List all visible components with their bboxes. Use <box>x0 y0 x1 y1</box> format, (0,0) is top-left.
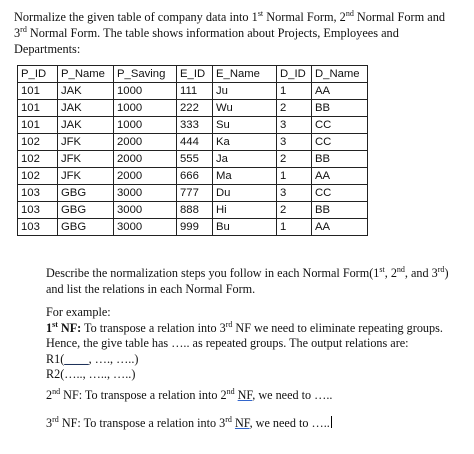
describe-text: , and 3 <box>404 266 438 280</box>
table-cell: Hi <box>213 202 277 219</box>
table-cell: Ju <box>213 83 277 100</box>
table-row <box>18 219 368 236</box>
table-cell: 3 <box>277 117 312 134</box>
table-cell: Wu <box>213 100 277 117</box>
hence-line: Hence, the give table has ….. as repeated groups. The output relations are: <box>46 336 409 350</box>
nf3-underlined: NF <box>234 416 250 430</box>
table-cell: AA <box>312 219 368 236</box>
table-cell: Du <box>213 185 277 202</box>
table-cell: 444 <box>177 134 213 151</box>
table-cell: 555 <box>177 151 213 168</box>
table-cell: GBG <box>58 219 114 236</box>
table-row <box>18 151 368 168</box>
table-cell: Ka <box>213 134 277 151</box>
table-cell: 101 <box>18 100 58 117</box>
table-cell: 777 <box>177 185 213 202</box>
describe-text: Describe the normalization steps you follow in each Normal Form(1 <box>46 266 380 280</box>
table-cell: BB <box>312 100 368 117</box>
table-cell: 333 <box>177 117 213 134</box>
superscript: st <box>257 8 264 18</box>
table-cell: 103 <box>18 185 58 202</box>
table-cell: AA <box>312 168 368 185</box>
table-cell: Ja <box>213 151 277 168</box>
table-cell: CC <box>312 117 368 134</box>
table-cell: Ma <box>213 168 277 185</box>
column-header: E_Name <box>213 66 277 83</box>
table-cell: 102 <box>18 134 58 151</box>
superscript: rd <box>225 414 232 424</box>
instructions-paragraph <box>14 9 464 57</box>
nf2-text: , we need to ….. <box>252 388 333 402</box>
superscript: nd <box>52 386 61 396</box>
table-cell: 3 <box>277 134 312 151</box>
table-cell: 111 <box>177 83 213 100</box>
nf1-text: To transpose a relation into 3 <box>81 320 226 335</box>
nf3-text: NF: To transpose a relation into 3 <box>58 416 226 430</box>
table-row <box>18 168 368 185</box>
table-row <box>18 117 368 134</box>
describe-text: ) <box>444 266 449 280</box>
table-cell: 102 <box>18 168 58 185</box>
r1-text: , …., …..) <box>88 351 139 366</box>
describe-text: , 2 <box>384 266 397 280</box>
table-cell: CC <box>312 185 368 202</box>
describe-paragraph <box>46 266 461 297</box>
table-cell: 222 <box>177 100 213 117</box>
table-cell: 102 <box>18 151 58 168</box>
nf2-text: 2 <box>46 388 53 402</box>
intro-text: 3 <box>14 26 21 40</box>
table-cell: JFK <box>58 168 114 185</box>
table-cell: Su <box>213 117 277 134</box>
table-cell: BB <box>312 202 368 219</box>
table-cell: JFK <box>58 134 114 151</box>
table-cell: 101 <box>18 117 58 134</box>
superscript: st <box>379 264 385 274</box>
text-cursor[interactable] <box>331 416 332 428</box>
superscript: nd <box>396 264 405 274</box>
column-header: P_ID <box>18 66 58 83</box>
nf2-text: NF: To transpose a relation into 2 <box>60 388 227 402</box>
nf3-line <box>46 416 332 431</box>
relation-r1 <box>46 352 466 368</box>
table-header-row <box>18 66 368 83</box>
superscript: rd <box>437 264 445 274</box>
nf3-text: , we need to ….. <box>249 416 330 430</box>
superscript: rd <box>20 24 27 34</box>
table-row <box>18 83 368 100</box>
table-cell: 3 <box>277 185 312 202</box>
table-row <box>18 185 368 202</box>
table-cell: AA <box>312 83 368 100</box>
table-cell: 101 <box>18 83 58 100</box>
table-cell: 666 <box>177 168 213 185</box>
intro-text: Normal Form and <box>353 10 446 24</box>
intro-text: Normal Form, 2 <box>263 10 346 24</box>
table-cell: 1000 <box>114 83 177 100</box>
superscript: nd <box>226 386 235 396</box>
table-cell: 2000 <box>114 134 177 151</box>
table-cell: GBG <box>58 185 114 202</box>
column-header: D_Name <box>312 66 368 83</box>
table-cell: JAK <box>58 83 114 100</box>
table-cell: 2 <box>277 151 312 168</box>
table-cell: 2 <box>277 202 312 219</box>
example-section <box>46 305 466 383</box>
table-cell: JAK <box>58 117 114 134</box>
superscript: rd <box>225 319 233 329</box>
superscript: rd <box>52 414 59 424</box>
nf2-line <box>46 388 332 403</box>
table-cell: CC <box>312 134 368 151</box>
table-cell: 103 <box>18 202 58 219</box>
r1-text: R1( <box>46 351 65 366</box>
table-cell: 2 <box>277 100 312 117</box>
intro-text: Normalize the given table of company data into 1 <box>14 10 258 24</box>
table-cell: 999 <box>177 219 213 236</box>
table-cell: 2000 <box>114 168 177 185</box>
column-header: D_ID <box>277 66 312 83</box>
table-row <box>18 100 368 117</box>
table-cell: 1000 <box>114 117 177 134</box>
table-row <box>18 202 368 219</box>
table-row <box>18 134 368 151</box>
table-cell: 103 <box>18 219 58 236</box>
table-cell: JAK <box>58 100 114 117</box>
table-cell: GBG <box>58 202 114 219</box>
nf1-text: NF we need to eliminate repeating groups. <box>232 320 443 335</box>
table-cell: 3000 <box>114 219 177 236</box>
table-cell: 3000 <box>114 202 177 219</box>
nf2-underlined: NF <box>237 388 253 402</box>
table-cell: 1 <box>277 83 312 100</box>
table-cell: 1000 <box>114 100 177 117</box>
column-header: P_Name <box>58 66 114 83</box>
superscript: nd <box>345 8 354 18</box>
relation-r2: R2(….., ….., …..) <box>46 367 136 381</box>
superscript: st <box>52 319 58 329</box>
company-data-table <box>17 65 368 236</box>
table-cell: 1 <box>277 168 312 185</box>
intro-text: Normal Form. The table shows information about Projects, Employees and Departments: <box>14 26 399 56</box>
table-cell: 2000 <box>114 151 177 168</box>
table-cell: 1 <box>277 219 312 236</box>
nf3-text: 3 <box>46 416 53 430</box>
table-cell: 888 <box>177 202 213 219</box>
nf1-label-text: 1 <box>46 320 53 335</box>
column-header: P_Saving <box>114 66 177 83</box>
nf1-line <box>46 321 466 337</box>
table-cell: Bu <box>213 219 277 236</box>
example-heading: For example: <box>46 305 111 319</box>
table-body <box>18 83 368 236</box>
table-cell: JFK <box>58 151 114 168</box>
column-header: E_ID <box>177 66 213 83</box>
nf1-label <box>46 321 81 335</box>
table-cell: BB <box>312 151 368 168</box>
describe-text: and list the relations in each Normal Form. <box>46 281 256 296</box>
nf1-label-text: NF: <box>57 320 82 335</box>
r1-blank: ____ <box>64 351 89 366</box>
table-cell: 3000 <box>114 185 177 202</box>
